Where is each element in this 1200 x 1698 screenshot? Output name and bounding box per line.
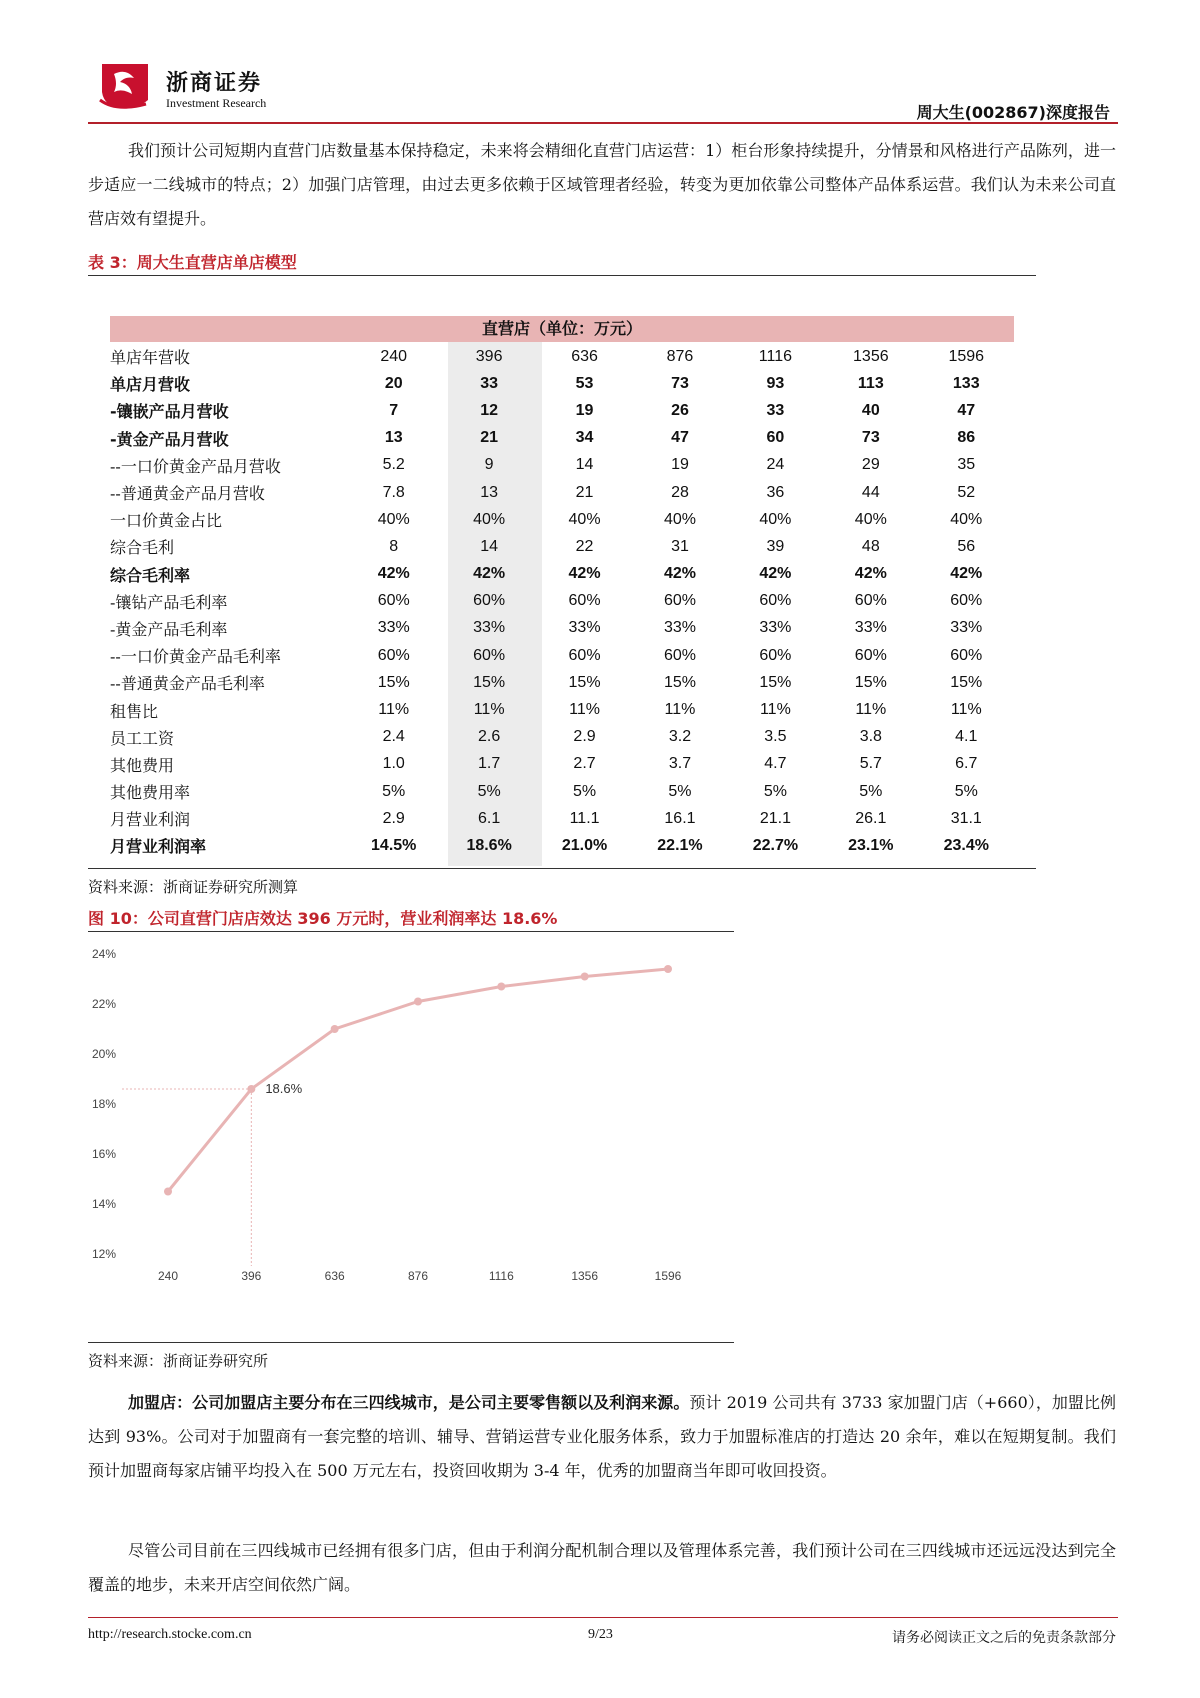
y-tick-label: 20% xyxy=(91,1047,116,1061)
chart-bottom-rule xyxy=(88,1342,734,1343)
table-cell: 8 xyxy=(389,537,399,555)
row-label: -黄金产品月营收 xyxy=(110,429,229,449)
figure-source: 资料来源：浙商证券研究所 xyxy=(88,1352,269,1370)
footer-url[interactable]: http://research.stocke.com.cn xyxy=(88,1627,252,1642)
data-point xyxy=(414,998,422,1006)
table-cell: 40% xyxy=(759,510,792,528)
table-cell: 42% xyxy=(568,565,601,583)
table-cell: 29 xyxy=(861,456,880,474)
table-cell: 636 xyxy=(571,347,598,365)
table-row xyxy=(110,832,1014,859)
table-cell: 26.1 xyxy=(855,809,887,827)
annotation-label: 18.6% xyxy=(265,1081,303,1096)
table-cell: 12 xyxy=(480,401,499,419)
store-model-table xyxy=(110,343,1014,860)
table-row xyxy=(110,778,1014,805)
x-tick-label: 876 xyxy=(407,1269,429,1283)
table-cell: 240 xyxy=(380,347,408,365)
table-cell: 60% xyxy=(377,646,410,664)
table-caption: 表 3：周大生直营店单店模型 xyxy=(88,253,297,272)
table-cell: 14.5% xyxy=(371,836,417,854)
table-cell: 2.7 xyxy=(573,755,596,773)
table-cell: 5.7 xyxy=(859,755,882,773)
row-label: -镶嵌产品月营收 xyxy=(110,402,229,422)
table-cell: 11% xyxy=(950,701,982,719)
figure-caption-rule xyxy=(88,931,734,932)
x-tick-label: 396 xyxy=(241,1269,262,1283)
table-cell: 11% xyxy=(473,701,505,719)
table-row xyxy=(110,533,1014,560)
table-cell: 4.7 xyxy=(764,755,787,773)
profit-margin-chart xyxy=(88,936,734,1342)
table-cell: 60 xyxy=(766,429,785,447)
table-cell: 42% xyxy=(759,565,792,583)
table-cell: 33 xyxy=(480,374,499,392)
y-tick-label: 12% xyxy=(91,1247,116,1261)
y-tick-label: 14% xyxy=(91,1197,116,1211)
table-cell: 60% xyxy=(663,646,696,664)
table-row xyxy=(110,615,1014,642)
table-cell: 13 xyxy=(480,483,499,501)
table-cell: 2.9 xyxy=(382,809,405,827)
row-label: 员工工资 xyxy=(110,728,175,748)
table-cell: 2.9 xyxy=(573,728,596,746)
table-cell: 60% xyxy=(950,592,983,610)
table-cell: 1.7 xyxy=(478,755,501,773)
table-cell: 396 xyxy=(475,347,503,365)
table-row xyxy=(110,343,1014,370)
table-row xyxy=(110,397,1014,424)
table-cell: 3.5 xyxy=(764,728,787,746)
table-cell: 1116 xyxy=(758,347,792,365)
paragraph-franchise xyxy=(88,1386,1116,1488)
table-cell: 11% xyxy=(759,701,791,719)
table-cell: 3.2 xyxy=(668,728,692,746)
table-cell: 9 xyxy=(484,456,494,474)
row-label: 综合毛利率 xyxy=(110,565,191,585)
table-cell: 3.7 xyxy=(668,755,692,773)
table-cell: 876 xyxy=(666,347,694,365)
table-cell: 31.1 xyxy=(950,809,982,827)
data-point xyxy=(581,973,589,981)
table-cell: 22 xyxy=(575,537,594,555)
table-cell: 5% xyxy=(954,782,978,800)
table-cell: 33% xyxy=(759,619,792,637)
table-cell: 5% xyxy=(572,782,597,800)
table-row xyxy=(110,561,1014,588)
table-row xyxy=(110,506,1014,533)
paragraph-franchise-body: 预计 2019 公司共有 3733 家加盟门店（+660），加盟比例达到 93%。公司对于加盟商有一套完整的培训、辅导、营销运营专业化服务体系，致力于加盟标准店的打造达 20 余年，难以在短期复制。我们预计加盟商每家店铺平均投入在 500 万元左右，投资回收期为 3-4 年，优秀的加盟商当年即可收回投资。 xyxy=(88,1393,1116,1480)
table-cell: 4.1 xyxy=(955,728,978,746)
logo-text-en: Investment Research xyxy=(166,96,267,110)
table-cell: 15% xyxy=(663,673,696,691)
logo-text-cn: 浙商证券 xyxy=(166,71,263,96)
table-cell: 15% xyxy=(377,673,410,691)
table-cell: 40% xyxy=(568,510,601,528)
row-label: -黄金产品毛利率 xyxy=(110,619,228,639)
table-cell: 40% xyxy=(950,510,983,528)
table-cell: 33% xyxy=(663,619,696,637)
row-label: 月营业利润 xyxy=(110,810,191,830)
table-cell: 5% xyxy=(382,782,406,800)
table-cell: 133 xyxy=(952,374,980,392)
row-label: 租售比 xyxy=(110,701,159,721)
table-cell: 14 xyxy=(480,537,499,555)
figure-caption: 图 10：公司直营门店店效达 396 万元时，营业利润率达 18.6% xyxy=(88,909,558,928)
table-cell: 15% xyxy=(854,673,887,691)
table-row xyxy=(110,642,1014,669)
x-tick-label: 636 xyxy=(324,1269,345,1283)
paragraph-direct-stores: 我们预计公司短期内直营门店数量基本保持稳定，未来将会精细化直营门店运营：1）柜台形象持续提升，分情景和风格进行产品陈列，进一步适应一二线城市的特点；2）加强门店管理，由过去更多依赖于区域管理者经验，转变为更加依靠公司整体产品体系运营。我们认为未来公司直营店效有望提升。 xyxy=(88,141,1116,228)
table-cell: 31 xyxy=(671,537,689,555)
data-point xyxy=(664,965,672,973)
table-cell: 42% xyxy=(950,565,983,583)
report-title: 周大生(002867)深度报告 xyxy=(916,103,1110,122)
data-point xyxy=(497,983,505,991)
footer-divider xyxy=(88,1617,1118,1618)
table-cell: 53 xyxy=(575,374,594,392)
table-cell: 44 xyxy=(861,483,880,501)
table-cell: 36 xyxy=(766,483,785,501)
table-cell: 60% xyxy=(759,592,792,610)
table-cell: 47 xyxy=(671,429,689,447)
table-cell: 24 xyxy=(766,456,785,474)
table-cell: 1596 xyxy=(948,347,985,365)
table-cell: 21.1 xyxy=(759,809,791,827)
table-caption-rule xyxy=(88,275,1036,276)
table-cell: 93 xyxy=(766,374,785,392)
row-label: 一口价黄金占比 xyxy=(110,511,223,531)
table-row xyxy=(110,588,1014,615)
table-cell: 42% xyxy=(854,565,887,583)
table-cell: 21.0% xyxy=(561,836,608,854)
table-cell: 15% xyxy=(568,673,601,691)
table-row xyxy=(110,696,1014,723)
y-tick-label: 18% xyxy=(91,1097,116,1111)
row-label: 单店年营收 xyxy=(110,348,191,368)
table-cell: 11.1 xyxy=(569,809,600,827)
row-label: --普通黄金产品月营收 xyxy=(110,484,265,504)
row-label: 综合毛利 xyxy=(110,538,175,558)
table-cell: 5% xyxy=(859,782,883,800)
table-cell: 40% xyxy=(377,510,410,528)
table-cell: 6.1 xyxy=(478,809,501,827)
table-cell: 60% xyxy=(473,592,506,610)
table-cell: 86 xyxy=(957,429,976,447)
table-cell: 21 xyxy=(575,483,594,501)
row-label: --一口价黄金产品月营收 xyxy=(110,456,281,476)
table-cell: 73 xyxy=(671,374,689,392)
table-cell: 33% xyxy=(950,619,983,637)
table-cell: 60% xyxy=(568,592,601,610)
table-cell: 7 xyxy=(389,401,399,419)
row-label: 单店月营收 xyxy=(110,375,191,395)
table-cell: 28 xyxy=(671,483,689,501)
x-tick-label: 240 xyxy=(157,1269,179,1283)
table-cell: 11% xyxy=(378,701,410,719)
table-cell: 15% xyxy=(759,673,792,691)
table-cell: 22.7% xyxy=(752,836,799,854)
table-source: 资料来源：浙商证券研究所测算 xyxy=(88,878,299,896)
table-cell: 11% xyxy=(664,701,696,719)
table-cell: 18.6% xyxy=(466,836,512,854)
row-label: 其他费用 xyxy=(110,755,175,775)
table-cell: 56 xyxy=(957,537,976,555)
table-row xyxy=(110,669,1014,696)
row-label: --一口价黄金产品毛利率 xyxy=(110,647,281,667)
table-cell: 52 xyxy=(957,483,976,501)
table-cell: 60% xyxy=(377,592,410,610)
table-row xyxy=(110,751,1014,778)
table-cell: 1.0 xyxy=(382,755,405,773)
table-cell: 60% xyxy=(854,592,887,610)
y-tick-label: 22% xyxy=(91,997,116,1011)
y-tick-label: 16% xyxy=(91,1147,116,1161)
table-cell: 60% xyxy=(663,592,696,610)
page-number: 9/23 xyxy=(588,1627,613,1642)
table-cell: 20 xyxy=(384,374,403,392)
table-cell: 14 xyxy=(575,456,594,474)
table-cell: 6.7 xyxy=(955,755,978,773)
table-cell: 2.4 xyxy=(382,728,405,746)
table-cell: 26 xyxy=(671,401,689,419)
table-row xyxy=(110,425,1014,452)
table-cell: 60% xyxy=(568,646,601,664)
disclaimer-note: 请务必阅读正文之后的免责条款部分 xyxy=(892,1630,1116,1646)
table-cell: 42% xyxy=(473,565,506,583)
table-cell: 34 xyxy=(575,429,594,447)
logo-icon xyxy=(96,60,154,112)
y-tick-label: 24% xyxy=(91,947,116,961)
table-cell: 2.6 xyxy=(478,728,501,746)
table-cell: 40 xyxy=(861,401,880,419)
table-cell: 19 xyxy=(671,456,689,474)
table-cell: 40% xyxy=(663,510,696,528)
table-cell: 33% xyxy=(568,619,601,637)
row-label: -镶钻产品毛利率 xyxy=(110,592,228,612)
table-cell: 33% xyxy=(854,619,887,637)
table-row xyxy=(110,479,1014,506)
x-tick-label: 1356 xyxy=(571,1269,599,1283)
table-cell: 40% xyxy=(473,510,506,528)
table-cell: 5% xyxy=(668,782,692,800)
table-row xyxy=(110,724,1014,751)
table-cell: 15% xyxy=(473,673,506,691)
table-row xyxy=(110,370,1014,397)
table-cell: 60% xyxy=(473,646,506,664)
table-cell: 1356 xyxy=(853,347,889,365)
table-cell: 21 xyxy=(480,429,499,447)
table-cell: 11% xyxy=(855,701,887,719)
table-cell: 60% xyxy=(759,646,792,664)
table-cell: 33% xyxy=(377,619,410,637)
table-bottom-rule xyxy=(88,868,1036,869)
table-cell: 113 xyxy=(857,374,884,392)
table-cell: 5% xyxy=(763,782,787,800)
table-header: 直营店（单位：万元） xyxy=(110,316,1014,342)
table-cell: 42% xyxy=(377,565,410,583)
data-point xyxy=(164,1188,172,1196)
row-label: --普通黄金产品毛利率 xyxy=(110,674,265,694)
table-cell: 11% xyxy=(569,701,600,719)
table-cell: 73 xyxy=(861,429,880,447)
table-cell: 23.1% xyxy=(848,836,894,854)
table-cell: 39 xyxy=(766,537,785,555)
table-cell: 5% xyxy=(477,782,501,800)
x-tick-label: 1116 xyxy=(488,1269,514,1283)
table-cell: 47 xyxy=(957,401,976,419)
table-cell: 60% xyxy=(950,646,983,664)
table-cell: 42% xyxy=(663,565,696,583)
data-point xyxy=(331,1025,339,1033)
table-cell: 60% xyxy=(854,646,887,664)
table-row xyxy=(110,452,1014,479)
x-tick-label: 1596 xyxy=(654,1269,682,1283)
table-cell: 15% xyxy=(950,673,983,691)
row-label: 其他费用率 xyxy=(110,783,191,803)
table-cell: 16.1 xyxy=(664,809,696,827)
data-point xyxy=(247,1085,255,1093)
table-cell: 5.2 xyxy=(382,456,405,474)
table-cell: 7.8 xyxy=(382,483,405,501)
table-cell: 19 xyxy=(575,401,594,419)
table-cell: 33 xyxy=(766,401,785,419)
table-cell: 22.1% xyxy=(657,836,703,854)
paragraph-franchise-lead: 加盟店：公司加盟店主要分布在三四线城市，是公司主要零售额以及利润来源。 xyxy=(128,1393,690,1412)
row-label: 月营业利润率 xyxy=(110,837,207,857)
table-cell: 23.4% xyxy=(943,836,989,854)
table-cell: 3.8 xyxy=(859,728,882,746)
table-cell: 48 xyxy=(861,537,880,555)
header-divider xyxy=(88,122,1118,124)
table-cell: 35 xyxy=(957,456,976,474)
paragraph-expansion: 尽管公司目前在三四线城市已经拥有很多门店，但由于利润分配机制合理以及管理体系完善，我们预计公司在三四线城市还远远没达到完全覆盖的地步，未来开店空间依然广阔。 xyxy=(88,1541,1116,1594)
table-cell: 40% xyxy=(854,510,887,528)
table-cell: 33% xyxy=(473,619,506,637)
table-row xyxy=(110,805,1014,832)
table-cell: 13 xyxy=(384,429,403,447)
